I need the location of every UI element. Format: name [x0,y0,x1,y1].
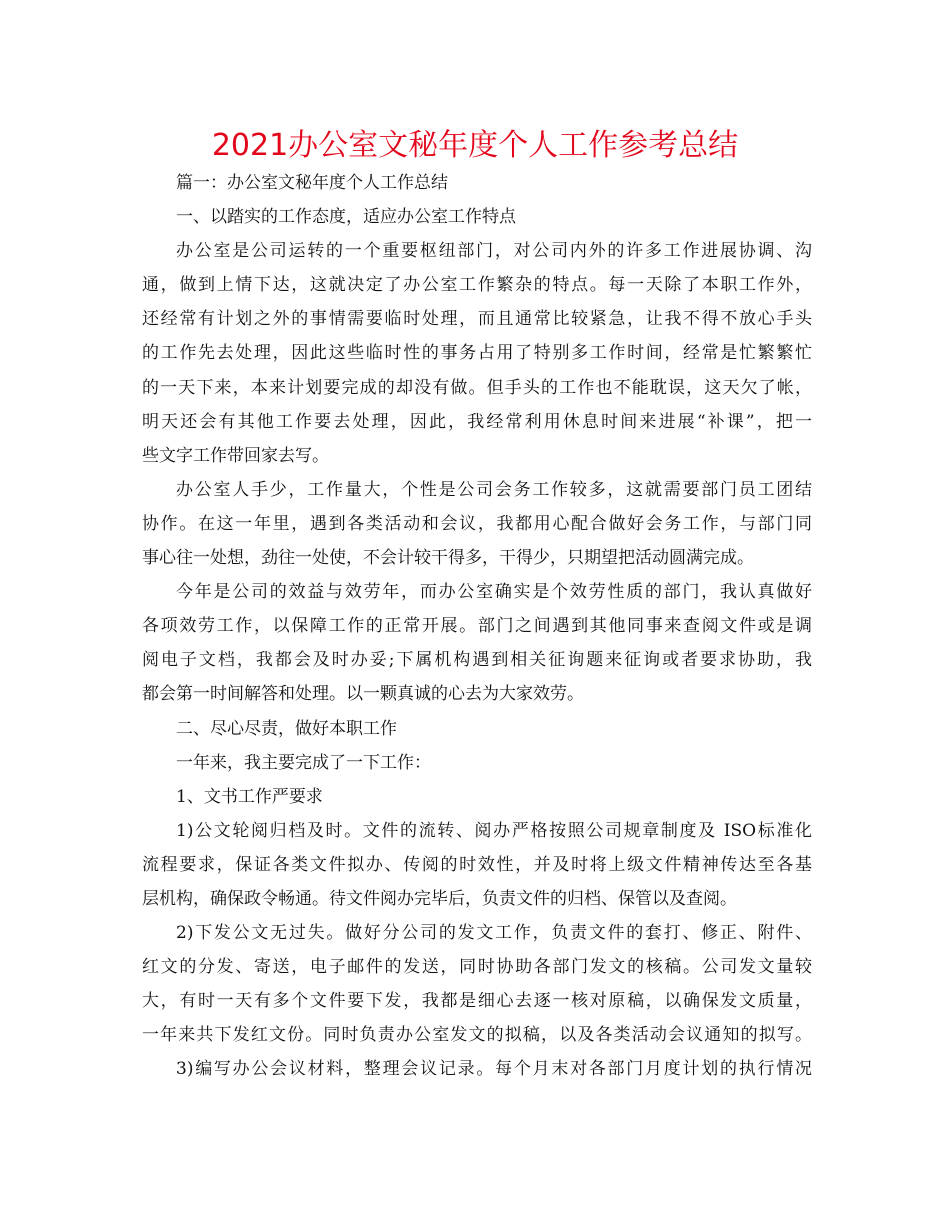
text-line: 各项效劳工作，以保障工作的正常开展。部门之间遇到其他同事来查阅文件或是调 [142,616,812,637]
text-line: 1)公文轮阅归档及时。文件的流转、阅办严格按照公司规章制度及 ISO标准化 [176,820,812,841]
text-line: 协作。在这一年里，遇到各类活动和会议，我都用心配合做好会务工作，与部门同 [142,513,812,534]
document-title: 2021办公室文秘年度个人工作参考总结 [211,128,739,163]
text-line: 的工作先去处理，因此这些临时性的事务占用了特别多工作时间，经常是忙繁繁忙 [142,343,812,364]
text-line: 一年来，我主要完成了一下工作： [176,752,431,773]
text-line: 3)编写办公会议材料，整理会议记录。每个月末对各部门月度计划的执行情况 [176,1059,812,1080]
text-line: 办公室是公司运转的一个重要枢纽部门，对公司内外的许多工作进展协调、沟 [176,241,812,262]
text-line: 些文字工作带回家去写。 [142,445,329,466]
text-line: 的一天下来，本来计划要完成的却没有做。但手头的工作也不能耽误，这天欠了帐， [142,377,812,398]
text-line: 通，做到上情下达，这就决定了办公室工作繁杂的特点。每一天除了本职工作外， [142,275,812,296]
text-line: 篇一：办公室文秘年度个人工作总结 [176,173,448,193]
text-line: 都会第一时间解答和处理。以一颗真诚的心去为大家效劳。 [142,684,584,705]
document-body [142,166,812,1087]
text-line: 还经常有计划之外的事情需要临时处理，而且通常比较紧急，让我不得不放心手头 [142,309,812,330]
text-line: 层机构，确保政令畅通。待文件阅办完毕后，负责文件的归档、保管以及查阅。 [142,888,737,909]
text-line: 2)下发公文无过失。做好分公司的发文工作，负责文件的套打、修正、附件、 [176,923,812,944]
text-line: 今年是公司的效益与效劳年，而办公室确实是个效劳性质的部门，我认真做好 [176,582,812,603]
text-line: 事心往一处想，劲往一处使，不会计较干得多，干得少，只期望把活动圆满完成。 [142,548,754,569]
text-line: 办公室人手少，工作量大，个性是公司会务工作较多，这就需要部门员工团结 [176,479,812,500]
text-line: 红文的分发、寄送，电子邮件的发送，同时协助各部门发文的核稿。公司发文量较 [142,957,812,978]
text-line: 明天还会有其他工作要去处理，因此，我经常利用休息时间来进展“补课”，把一 [142,411,812,432]
text-line: 一、以踏实的工作态度，适应办公室工作特点 [176,207,516,228]
text-line: 阅电子文档，我都会及时办妥;下属机构遇到相关征询题来征询或者要求协助，我 [142,650,812,671]
text-line: 大，有时一天有多个文件要下发，我都是细心去逐一核对原稿，以确保发文质量， [142,991,812,1012]
text-line: 二、尽心尽责，做好本职工作 [176,718,397,739]
text-line: 流程要求，保证各类文件拟办、传阅的时效性，并及时将上级文件精神传达至各基 [142,854,812,875]
text-line: 1、文书工作严要求 [176,786,323,807]
text-line: 一年来共下发红文份。同时负责办公室发文的拟稿，以及各类活动会议通知的拟写。 [142,1025,812,1046]
